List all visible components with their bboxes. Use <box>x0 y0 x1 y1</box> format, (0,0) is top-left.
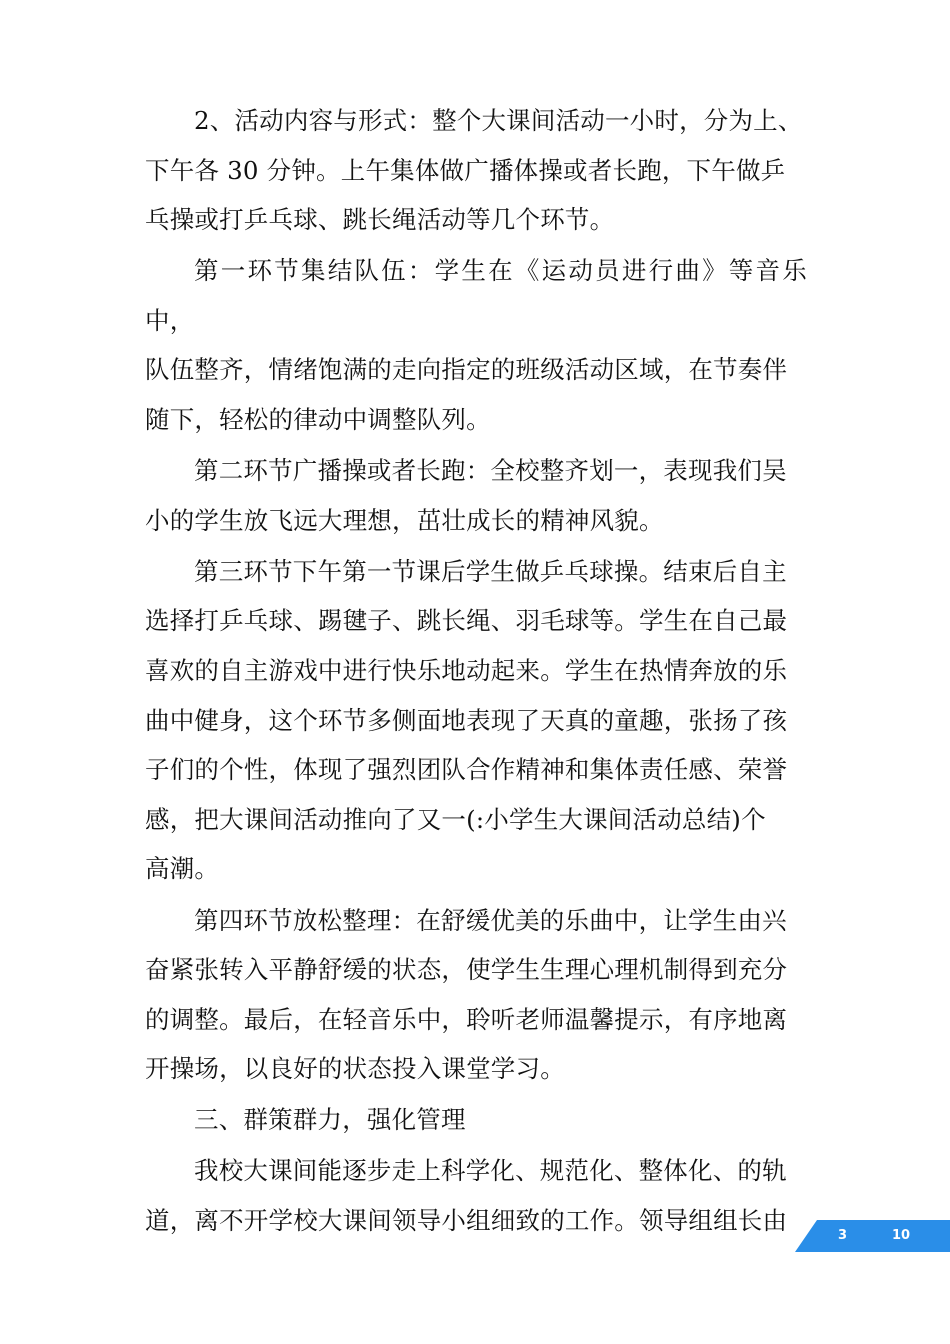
document-body <box>145 96 807 1247</box>
page-number: 3 <box>838 1228 848 1243</box>
paragraph-stage-one: 第一环节集结队伍：学生在《运动员进行曲》等音乐中， 队伍整齐，情绪饱满的走向指定的班级活动区域，在节奏伴 随下，轻松的律动中调整队列。 <box>145 256 807 435</box>
section-heading-management: 三、群策群力，强化管理 <box>194 1105 466 1135</box>
paragraph-stage-two: 第二环节广播操或者长跑：全校整齐划一，表现我们吴 小的学生放飞远大理想，茁壮成长的精神风貌。 <box>145 456 787 535</box>
paragraph-stage-four: 第四环节放松整理：在舒缓优美的乐曲中，让学生由兴 奋紧张转入平静舒缓的状态，使学生生理心理机制得到充分 的调整。最后，在轻音乐中，聆听老师温馨提示，有序地离 开操场，以良好的状态投入课堂学习。 <box>145 905 788 1084</box>
paragraph-activity-content: 2、活动内容与形式：整个大课间活动一小时，分为上、 下午各 30 分钟。上午集体做广播体操或者长跑，下午做乒 乓操或打乒乓球、跳长绳活动等几个环节。 <box>145 106 803 235</box>
page-footer-bar <box>795 1220 950 1252</box>
page-total: 10 <box>892 1228 911 1243</box>
paragraph-stage-three: 第三环节下午第一节课后学生做乒乓球操。结束后自主 选择打乒乓球、踢毽子、跳长绳、羽毛球等。学生在自己最 喜欢的自主游戏中进行快乐地动起来。学生在热情奔放的乐 曲中健身，这个环节多侧面地表现了天真的童趣，张扬了孩 子们的个性，体现了强烈团队合作精神和集体责任感、荣誉 感，把大课间活动推向了又一(:小学生大课间活动总结)个 高潮。 <box>145 556 788 884</box>
paragraph-management: 我校大课间能逐步走上科学化、规范化、整体化、的轨 道，离不开学校大课间领导小组细致的工作。领导组组长由 <box>145 1156 788 1236</box>
